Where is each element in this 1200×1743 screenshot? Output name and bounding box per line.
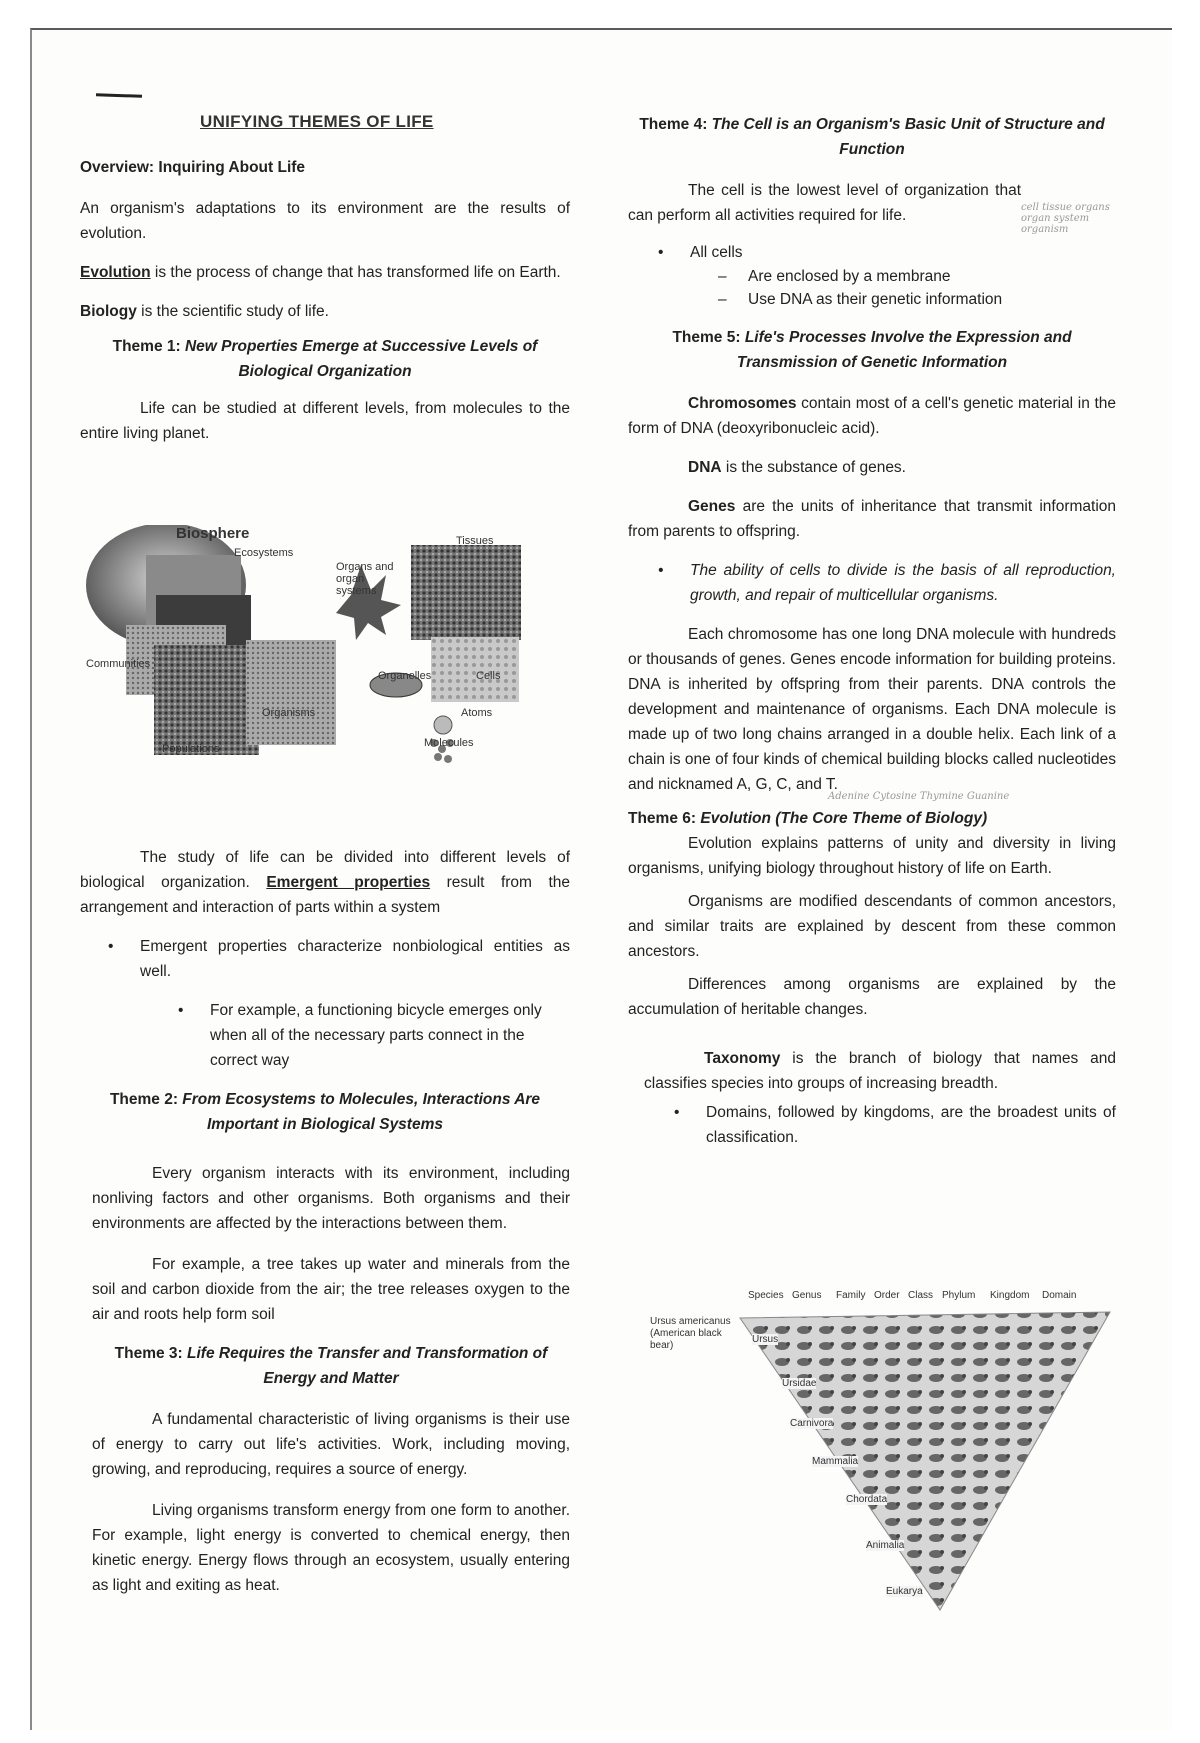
evolution-text: is the process of change that has transformed life on Earth. bbox=[150, 264, 561, 281]
theme1-subbullets bbox=[178, 998, 570, 1073]
taxonomy-column-class: Class bbox=[908, 1290, 934, 1301]
theme5-paragraph4: Each chromosome has one long DNA molecule with hundreds or thousands of genes. Genes encode information for building proteins. DNA is inherited by offspring from their parents. DNA controls the development and maintenance of organisms. Each DNA molecule is made up of two long chains arranged in a double helix. Each link of a chain is one of four kinds of chemical building blocks called nucleotides and nicknamed A, G, C, and T. bbox=[628, 626, 1116, 793]
genes-term: Genes bbox=[688, 498, 736, 515]
taxonomy-column-kingdom: Kingdom bbox=[990, 1290, 1030, 1301]
label-molecules: Molecules bbox=[424, 737, 474, 749]
organism-photo bbox=[246, 640, 336, 745]
label-organelles: Organelles bbox=[378, 670, 432, 682]
taxonomy-figure bbox=[640, 1290, 1120, 1620]
biology-text: is the scientific study of life. bbox=[136, 303, 329, 320]
taxonomy-column-species: Species bbox=[748, 1290, 784, 1301]
handwritten-levels-note: cell tissue organs organ system organism bbox=[1021, 202, 1110, 235]
tissues-photo bbox=[411, 545, 521, 640]
theme5-title: Life's Processes Involve the Expression and Transmission of Genetic Information bbox=[736, 329, 1072, 371]
theme4-dash1: – Are enclosed by a membrane bbox=[718, 265, 1116, 288]
taxonomy-triangle-art bbox=[640, 1290, 1120, 1620]
overview-heading: Overview: Inquiring About Life bbox=[80, 159, 306, 176]
theme6-paragraph1: Evolution explains patterns of unity and diversity in living organisms, unifying biology throughout history of life on Earth. bbox=[628, 835, 1116, 877]
theme5-heading bbox=[628, 325, 1116, 375]
theme3-paragraph2: Living organisms transform energy from one form to another. For example, light energy is converted to chemical energy, then kinetic energy. Energy flows through an ecosystem, usually entering as light and exiting as heat. bbox=[92, 1502, 570, 1594]
theme1-bullet: • Emergent properties characterize nonbiological entities as well. bbox=[108, 934, 570, 984]
taxonomy-rank-eukarya: Eukarya bbox=[886, 1586, 923, 1597]
theme1-paragraph2 bbox=[80, 845, 570, 920]
taxonomy-column-domain: Domain bbox=[1042, 1290, 1077, 1301]
theme5-bullets bbox=[658, 558, 1116, 608]
theme2-title: From Ecosystems to Molecules, Interactions Are Important in Biological Systems bbox=[182, 1091, 541, 1133]
chromosomes-paragraph bbox=[628, 391, 1116, 441]
label-ecosystems: Ecosystems bbox=[234, 547, 294, 559]
theme6-paragraph2: Organisms are modified descendants of common ancestors, and similar traits are explained by descent from these common ancestors. bbox=[628, 893, 1116, 960]
emergent-properties-term: Emergent properties bbox=[266, 874, 431, 891]
theme5-bullet: • The ability of cells to divide is the basis of all reproduction, growth, and repair of multicellular organisms. bbox=[658, 558, 1116, 608]
right-column bbox=[628, 112, 1116, 1150]
taxonomy-text: is the branch of biology that names and classifies species into groups of increasing breadth. bbox=[644, 1050, 1116, 1092]
left-column-lower bbox=[80, 845, 570, 1598]
theme3-heading bbox=[92, 1341, 570, 1391]
biology-term: Biology bbox=[80, 303, 137, 320]
theme4-dashes bbox=[718, 265, 1116, 311]
taxonomy-rank-animalia: Animalia bbox=[866, 1540, 905, 1551]
theme4-block bbox=[628, 178, 1116, 235]
left-column bbox=[80, 155, 570, 446]
theme4-title: The Cell is an Organism's Basic Unit of Structure and Function bbox=[711, 116, 1105, 158]
theme3-title: Life Requires the Transfer and Transformation of Energy and Matter bbox=[187, 1345, 548, 1387]
taxonomy-paragraph bbox=[644, 1046, 1116, 1096]
population-photo bbox=[154, 645, 259, 755]
theme4-bullets bbox=[658, 240, 1116, 265]
taxonomy-term: Taxonomy bbox=[704, 1050, 781, 1067]
theme4-prefix: Theme 4: bbox=[639, 116, 712, 133]
levels-of-organization-figure bbox=[86, 525, 546, 825]
theme1-prefix: Theme 1: bbox=[112, 338, 185, 355]
theme2-paragraph2: For example, a tree takes up water and minerals from the soil and carbon dioxide from the air; the tree releases oxygen to the air and roots help form soil bbox=[92, 1256, 570, 1323]
theme2-heading bbox=[80, 1087, 570, 1137]
theme3-paragraph1: A fundamental characteristic of living organisms is their use of energy to carry out life's activities. Work, including moving, growing, and reproducing, requires a source of energy. bbox=[92, 1411, 570, 1478]
theme4-paragraph: The cell is the lowest level of organization that can perform all activities required for life. bbox=[628, 182, 1021, 224]
theme4-bullet: • All cells bbox=[658, 240, 1116, 265]
taxonomy-bullets bbox=[674, 1100, 1116, 1150]
chromosomes-term: Chromosomes bbox=[688, 395, 797, 412]
overview-paragraph: An organism's adaptations to its environment are the results of evolution. bbox=[80, 200, 570, 242]
label-populations: Populations bbox=[162, 743, 220, 755]
label-atoms: Atoms bbox=[461, 707, 493, 719]
biology-definition bbox=[80, 299, 570, 324]
handwritten-nucleotides-note: Adenine Cytosine Thymine Guanine bbox=[828, 791, 1010, 802]
label-cells: Cells bbox=[476, 670, 501, 682]
page-title: UNIFYING THEMES OF LIFE bbox=[200, 112, 434, 131]
theme5-prefix: Theme 5: bbox=[672, 329, 745, 346]
theme6-heading bbox=[628, 806, 1116, 831]
theme1-title: New Properties Emerge at Successive Levels of Biological Organization bbox=[184, 338, 538, 380]
taxonomy-rank-ursus: Ursus bbox=[752, 1334, 779, 1345]
label-tissues: Tissues bbox=[456, 535, 494, 547]
taxonomy-rank-chordata: Chordata bbox=[846, 1494, 888, 1505]
taxonomy-bullet: • Domains, followed by kingdoms, are the broadest units of classification. bbox=[674, 1100, 1116, 1150]
species-name-label: Ursus americanus (American black bear) bbox=[650, 1316, 731, 1351]
chromosomes-text: contain most of a cell's genetic material in the form of DNA (deoxyribonucleic acid). bbox=[628, 395, 1116, 437]
taxonomy-column-order: Order bbox=[874, 1290, 900, 1301]
theme1-p2-end: result from the arrangement and interaction of parts within a system bbox=[80, 874, 570, 916]
label-organs: Organs and organ systems bbox=[336, 561, 394, 597]
theme3-prefix: Theme 3: bbox=[114, 1345, 188, 1362]
dna-paragraph bbox=[628, 455, 1116, 480]
label-biosphere: Biosphere bbox=[176, 525, 250, 542]
taxonomy-column-family: Family bbox=[836, 1290, 866, 1301]
dna-text: is the substance of genes. bbox=[721, 459, 906, 476]
theme6-title: Evolution (The Core Theme of Biology) bbox=[700, 810, 988, 827]
evolution-term: Evolution bbox=[80, 264, 151, 281]
cells-photo bbox=[431, 637, 519, 702]
taxonomy-rank-carnivora: Carnivora bbox=[790, 1418, 834, 1429]
genes-text: are the units of inheritance that transmit information from parents to offspring. bbox=[628, 498, 1116, 540]
theme6-paragraph3: Differences among organisms are explained by the accumulation of heritable changes. bbox=[628, 976, 1116, 1018]
taxonomy-rank-mammalia: Mammalia bbox=[812, 1456, 859, 1467]
theme1-paragraph1: Life can be studied at different levels, from molecules to the entire living planet. bbox=[80, 400, 570, 442]
label-organisms: Organisms bbox=[262, 707, 316, 719]
taxonomy-column-phylum: Phylum bbox=[942, 1290, 976, 1301]
label-communities: Communities bbox=[86, 658, 151, 670]
theme6-prefix: Theme 6: bbox=[628, 810, 701, 827]
theme4-dash2: – Use DNA as their genetic information bbox=[718, 288, 1116, 311]
atom-drawing bbox=[434, 716, 452, 734]
dna-term: DNA bbox=[688, 459, 722, 476]
theme1-subbullet: • For example, a functioning bicycle emerges only when all of the necessary parts connect in the correct way bbox=[178, 998, 570, 1073]
taxonomy-column-genus: Genus bbox=[792, 1290, 822, 1301]
theme2-prefix: Theme 2: bbox=[109, 1091, 183, 1108]
theme1-p2-start: The study of life can be divided into different levels of biological organization. bbox=[80, 849, 570, 891]
taxonomy-rank-ursidae: Ursidae bbox=[782, 1378, 817, 1389]
genes-paragraph bbox=[628, 494, 1116, 544]
theme4-heading bbox=[628, 112, 1116, 162]
taxonomy-triangle bbox=[740, 1312, 1110, 1610]
theme2-paragraph1: Every organism interacts with its environment, including nonliving factors and other organisms. Both organisms and their environments are affected by the interactions between them. bbox=[92, 1165, 570, 1232]
evolution-definition bbox=[80, 260, 570, 285]
theme1-heading bbox=[80, 334, 570, 384]
theme1-bullets bbox=[108, 934, 570, 984]
